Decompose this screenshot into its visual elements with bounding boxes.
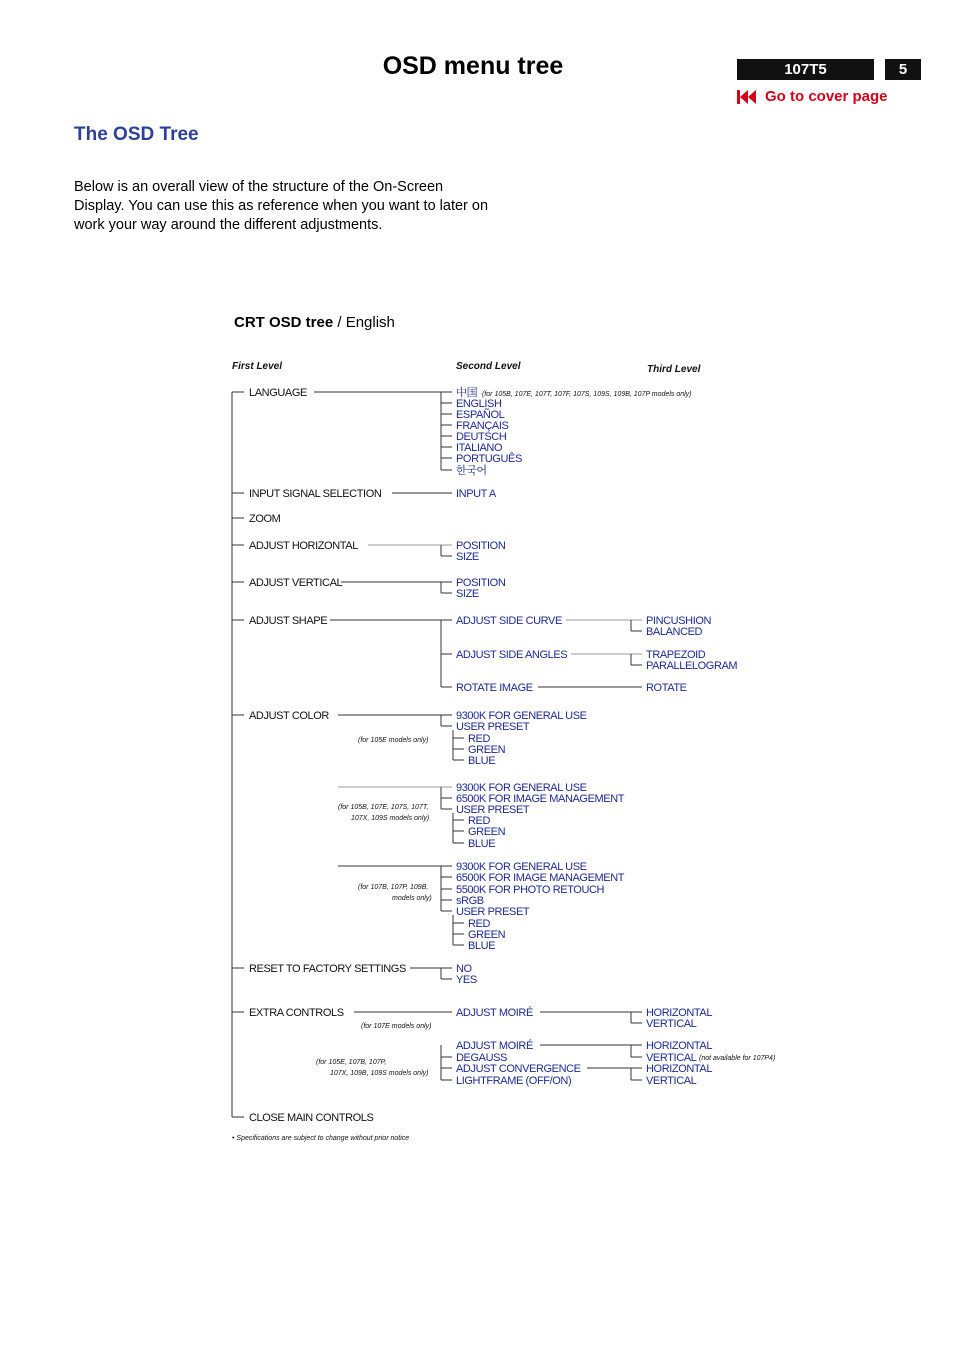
extra-item: ADJUST CONVERGENCE (456, 1063, 581, 1075)
tree-title-bold: CRT OSD tree (234, 314, 334, 331)
input-a: INPUT A (456, 488, 496, 500)
lang-item: ITALIANO (456, 442, 503, 454)
color-blue: BLUE (468, 755, 496, 767)
color-green: GREEN (468, 929, 506, 941)
color-blue: BLUE (468, 838, 496, 850)
extra-item: LIGHTFRAME (OFF/ON) (456, 1075, 572, 1087)
node-input-signal: INPUT SIGNAL SELECTION (249, 488, 382, 500)
color-blue: BLUE (468, 940, 496, 952)
color-note-2a: (for 105B, 107E, 107S, 107T, (338, 804, 429, 811)
node-language: LANGUAGE (249, 387, 307, 399)
lang-item: ESPAÑOL (456, 409, 505, 421)
page-number-badge: 5 (885, 59, 921, 80)
trapezoid: TRAPEZOID (646, 649, 706, 661)
lang-item: DEUTSCH (456, 431, 507, 443)
header-third-level: Third Level (647, 364, 701, 375)
color-red: RED (468, 733, 491, 745)
color-item: 6500K FOR IMAGE MANAGEMENT (456, 872, 625, 884)
conv-vertical: VERTICAL (646, 1075, 697, 1087)
color-green: GREEN (468, 826, 506, 838)
color-item: 9300K FOR GENERAL USE (456, 861, 587, 873)
v-position: POSITION (456, 577, 506, 589)
extra-note-2a: (for 105E, 107B, 107P, (316, 1059, 387, 1066)
moire2-vertical: VERTICAL (646, 1052, 697, 1064)
tree-title-rest: / English (333, 314, 395, 331)
lang-item: PORTUGUÊS (456, 453, 522, 465)
extra-item: ADJUST MOIRÉ (456, 1040, 533, 1052)
lang-chinese: 中国 (456, 387, 478, 399)
color-red: RED (468, 918, 491, 930)
go-to-cover-label: Go to cover page (765, 88, 888, 105)
color-item: USER PRESET (456, 906, 530, 918)
color-item: 9300K FOR GENERAL USE (456, 710, 587, 722)
lang-item: FRANÇAIS (456, 420, 509, 432)
conv-horizontal: HORIZONTAL (646, 1063, 713, 1075)
lang-item: 한국어 (456, 465, 487, 477)
node-extra-controls: EXTRA CONTROLS (249, 1007, 344, 1019)
node-adjust-shape: ADJUST SHAPE (249, 615, 328, 627)
moire-horizontal: HORIZONTAL (646, 1007, 713, 1019)
h-position: POSITION (456, 540, 506, 552)
side-curve: ADJUST SIDE CURVE (456, 615, 562, 627)
v-size: SIZE (456, 588, 479, 600)
lang-item: ENGLISH (456, 398, 502, 410)
page-title: OSD menu tree (382, 52, 564, 80)
intro-paragraph: Below is an overall view of the structure of the On-Screen Display. You can use this as reference when you want to later on work your way around the different adjustments. (74, 179, 489, 233)
color-item: sRGB (456, 895, 484, 907)
color-item: 9300K FOR GENERAL USE (456, 782, 587, 794)
parallelogram: PARALLELOGRAM (646, 660, 738, 672)
color-item: USER PRESET (456, 804, 530, 816)
extra-moire: ADJUST MOIRÉ (456, 1007, 533, 1019)
balanced: BALANCED (646, 626, 703, 638)
color-note-2b: 107X, 109S models only) (351, 815, 430, 822)
footnote: • Specifications are subject to change without prior notice (232, 1135, 410, 1142)
color-item: 5500K FOR PHOTO RETOUCH (456, 884, 605, 896)
node-adjust-horizontal: ADJUST HORIZONTAL (249, 540, 358, 552)
color-note-3a: (for 107B, 107P, 109B, (358, 884, 429, 891)
color-item: 6500K FOR IMAGE MANAGEMENT (456, 793, 625, 805)
header-first-level: First Level (232, 361, 283, 372)
node-adjust-color: ADJUST COLOR (249, 710, 329, 722)
color-item: USER PRESET (456, 721, 530, 733)
reset-yes: YES (456, 974, 477, 986)
color-red: RED (468, 815, 491, 827)
side-angles: ADJUST SIDE ANGLES (456, 649, 568, 661)
moire-vertical: VERTICAL (646, 1018, 697, 1030)
vertical-note: (not available for 107P4) (699, 1055, 776, 1062)
color-note-1: (for 105E models only) (358, 737, 429, 744)
moire2-horizontal: HORIZONTAL (646, 1040, 713, 1052)
h-size: SIZE (456, 551, 479, 563)
lang-chinese-note: (for 105B, 107E, 107T, 107F, 107S, 109S, 109B, 107P models only) (482, 391, 692, 398)
rotate: ROTATE (646, 682, 687, 694)
extra-note-2b: 107X, 109B, 109S models only) (330, 1070, 429, 1077)
pincushion: PINCUSHION (646, 615, 712, 627)
color-green: GREEN (468, 744, 506, 756)
header-second-level: Second Level (456, 361, 521, 372)
model-badge: 107T5 (737, 59, 874, 80)
extra-item: DEGAUSS (456, 1052, 507, 1064)
extra-note-1: (for 107E models only) (361, 1023, 432, 1030)
rotate-image: ROTATE IMAGE (456, 682, 533, 694)
reset-no: NO (456, 963, 472, 975)
color-note-3b: models only) (392, 895, 432, 902)
node-adjust-vertical: ADJUST VERTICAL (249, 577, 343, 589)
node-reset: RESET TO FACTORY SETTINGS (249, 963, 406, 975)
section-heading: The OSD Tree (74, 124, 199, 145)
node-close-main-controls: CLOSE MAIN CONTROLS (249, 1112, 374, 1124)
node-zoom: ZOOM (249, 513, 281, 525)
